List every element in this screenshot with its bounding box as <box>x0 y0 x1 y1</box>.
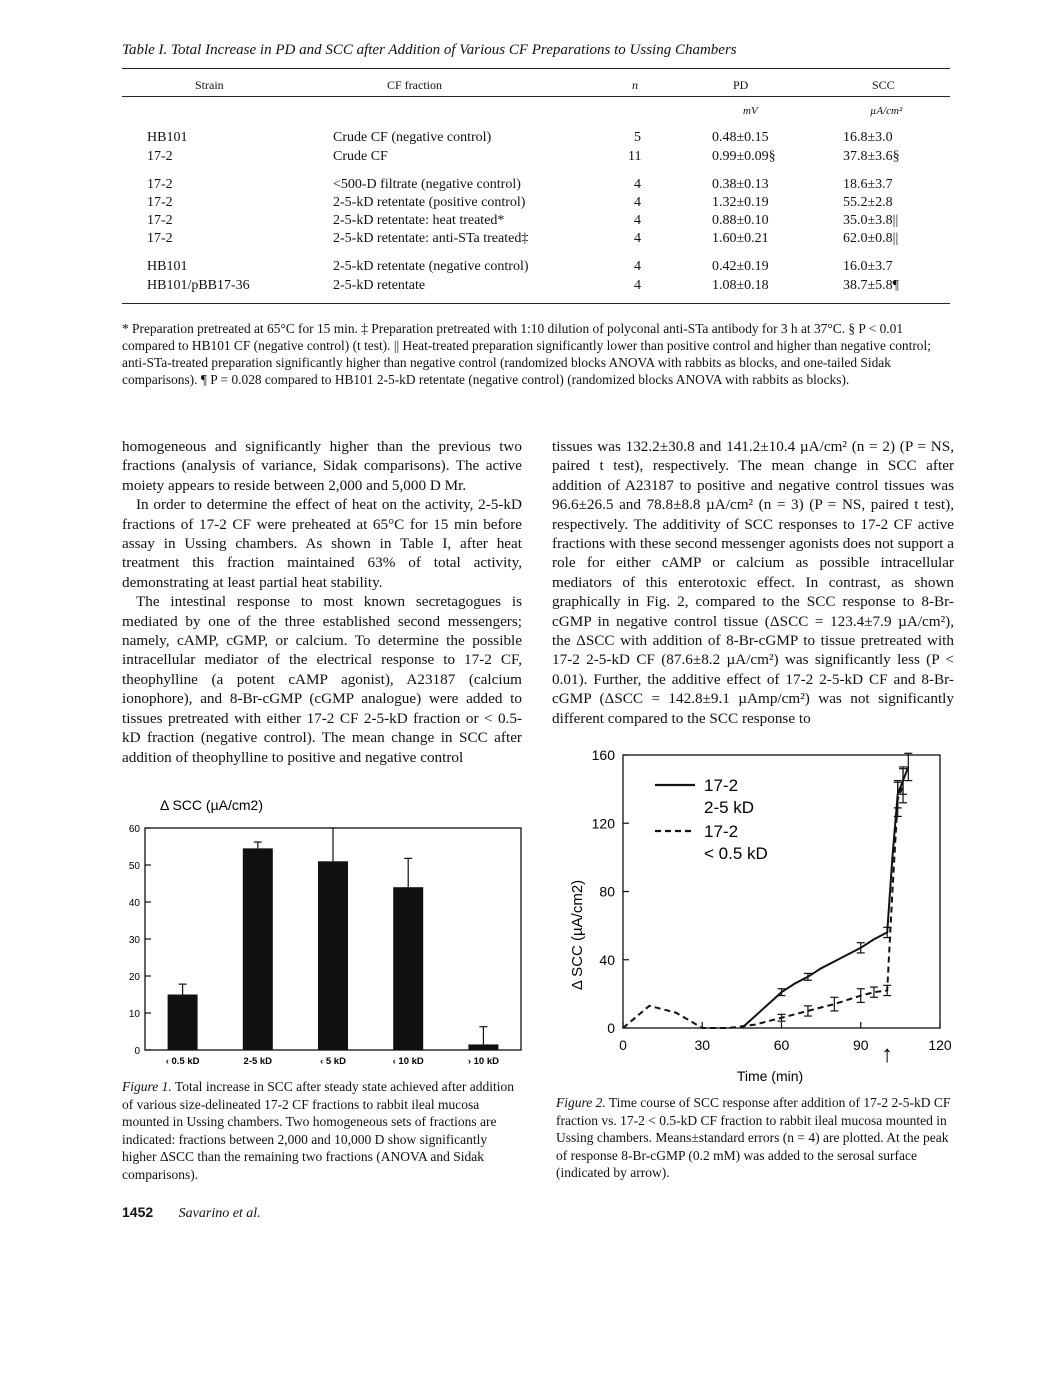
cell-pd: 1.08±0.18 <box>712 278 769 293</box>
table-title: Table I. Total Increase in PD and SCC after Addition of Various CF Preparations to Ussing Chambers <box>122 42 737 58</box>
bar <box>393 887 423 1050</box>
caption-text: Time course of SCC response after addition of 17-2 2-5-kD CF fraction vs. 17-2 < 0.5-kD CF fraction to rabbit ileal mucosa mounted in Ussing chambers. Means±standard errors (n = 4) are plotted. At the peak of response 8-Br-cGMP (0.2 mM) was added to the serosal surface (indicated by arrow). <box>556 1095 951 1180</box>
bar <box>468 1044 498 1050</box>
series-line <box>742 767 908 1028</box>
cell-strain: HB101 <box>147 259 188 274</box>
cell-fraction: Crude CF (negative control) <box>333 130 492 145</box>
x-tick-label: ‹ 10 kD <box>392 1056 424 1067</box>
arrow-up-icon: ↑ <box>881 1041 894 1068</box>
x-tick-label: ‹ 5 kD <box>320 1056 346 1067</box>
table-bottom-rule <box>122 303 950 304</box>
y-tick-label: 50 <box>128 861 140 872</box>
bar <box>318 861 348 1050</box>
cell-pd: 0.38±0.13 <box>712 177 769 192</box>
y-tick-label: 80 <box>599 883 615 900</box>
paragraph: The intestinal response to most known secretagogues is mediated by one of the three established second messengers; namely, cAMP, cGMP, or calcium. To determine the possible intracellular mediator of the electrical response to 17-2 CF, theophylline (a potent cAMP agonist), A23187 (calcium ionophore), and 8-Br-cGMP (cGMP analogue) were added to tissues pretreated with either 17-2 CF 2-5-kD fraction or < 0.5-kD fraction (negative control). The mean change in SCC after addition of theophylline to positive and negative control <box>122 593 522 766</box>
y-tick-label: 10 <box>128 1009 140 1020</box>
caption-label: Figure 2. <box>556 1095 606 1110</box>
page-number: 1452 <box>122 1204 154 1220</box>
cell-scc: 16.0±3.7 <box>843 259 893 274</box>
caption-label: Figure 1. <box>122 1079 172 1094</box>
header-fraction: CF fraction <box>387 78 442 92</box>
legend-label: 17-2 <box>704 776 739 795</box>
cell-scc: 38.7±5.8¶ <box>843 278 900 293</box>
figure2-line-chart <box>548 745 968 1090</box>
cell-scc: 55.2±2.8 <box>843 195 893 210</box>
cell-scc: 18.6±3.7 <box>843 177 893 192</box>
page-footer <box>122 1204 261 1222</box>
table-header-rule <box>122 96 950 97</box>
y-tick-label: 40 <box>599 951 615 968</box>
bar <box>168 995 198 1051</box>
cell-n: 4 <box>634 231 641 246</box>
header-scc: SCC <box>872 78 895 92</box>
table-footnotes <box>122 320 954 388</box>
x-tick-label: 0 <box>619 1037 627 1053</box>
cell-n: 11 <box>628 149 642 164</box>
y-tick-label: 0 <box>607 1020 615 1036</box>
x-tick-label: 60 <box>773 1037 790 1053</box>
cell-fraction: 2-5-kD retentate (negative control) <box>333 259 529 274</box>
cell-pd: 0.48±0.15 <box>712 130 769 145</box>
cell-n: 4 <box>634 195 641 210</box>
footnote-text: * Preparation pretreated at 65°C for 15 min. ‡ Preparation pretreated with 1:10 dilution of polyconal anti-STa antibody for 3 h at 37°C. § P < 0.01 compared to HB101 CF (negative control) (t test). || Heat-treated preparation significantly lower than positive control and higher than negative control; anti-STa-treated preparation significantly higher than negative control (randomized blocks ANOVA with rabbits as blocks, and one-tailed Sidak comparisons). ¶ P = 0.028 compared to HB101 2-5-kD retentate (negative control) (randomized blocks ANOVA with rabbits as blocks). <box>122 321 931 387</box>
cell-n: 5 <box>634 130 641 145</box>
x-axis-label: Time (min) <box>736 1068 804 1084</box>
x-tick-label: 30 <box>694 1037 711 1053</box>
cell-strain: HB101 <box>147 130 188 145</box>
caption-text: Total increase in SCC after steady state achieved after addition of various size-delineated 17-2 CF fractions to rabbit ileal mucosa mounted in Ussing chambers. Two homogeneous sets of fractions are indicated: fractions between 2,000 and 10,000 D show significantly higher ΔSCC than the remaining two fractions (ANOVA and Sidak comparisons). <box>122 1079 514 1182</box>
cell-pd: 0.42±0.19 <box>712 259 769 274</box>
header-pd: PD <box>733 78 749 92</box>
cell-scc: 16.8±3.0 <box>843 130 893 145</box>
cell-fraction: 2-5-kD retentate: anti-STa treated‡ <box>333 231 529 246</box>
cell-strain: 17-2 <box>147 195 173 210</box>
y-axis-label: Δ SCC (µA/cm2) <box>160 797 263 813</box>
x-tick-label: › 10 kD <box>467 1056 499 1067</box>
cell-pd: 0.88±0.10 <box>712 213 769 228</box>
cell-fraction: 2-5-kD retentate (positive control) <box>333 195 526 210</box>
right-column <box>552 437 954 728</box>
units-scc: µA/cm² <box>870 105 903 117</box>
cell-strain: 17-2 <box>147 231 173 246</box>
paragraph: In order to determine the effect of heat on the activity, 2-5-kD fractions of 17-2 CF were preheated at 65°C for 15 min before assay in Ussing chambers. As shown in Table I, after heat treatment this fraction maintained 63% of total activity, demonstrating at least partial heat stability. <box>122 496 522 591</box>
paragraph: tissues was 132.2±30.8 and 141.2±10.4 µA/cm² (n = 2) (P = NS, paired t test), respectively. The mean change in SCC after addition of A23187 to positive and negative control tissues was 96.6±26.5 and 78.8±8.8 µA/cm² (n = 3) (P = NS, paired t test), respectively. The additivity of SCC responses to 17-2 CF active fractions with these second messenger agonists does not support a role for either cAMP or calcium as possible intracellular mediators of this enterotoxic effect. In contrast, as shown graphically in Fig. 2, compared to the SCC response to 8-Br-cGMP in negative control tissue (ΔSCC = 123.4±7.9 µA/cm²), the ΔSCC with addition of 8-Br-cGMP to tissue pretreated with 17-2 2-5-kD CF (87.6±8.2 µA/cm²) was significantly less (P < 0.01). Further, the additive effect of 17-2 2-5-kD CF and 8-Br-cGMP (ΔSCC = 142.8±9.1 µAmp/cm²) was not significantly different compared to the SCC response to <box>552 438 954 727</box>
cell-strain: 17-2 <box>147 149 173 164</box>
x-tick-label: 120 <box>928 1037 952 1053</box>
x-tick-label: 2-5 kD <box>243 1056 273 1067</box>
cell-n: 4 <box>634 278 641 293</box>
cell-fraction: Crude CF <box>333 149 388 164</box>
header-strain: Strain <box>195 78 224 92</box>
cell-pd: 1.60±0.21 <box>712 231 769 246</box>
y-tick-label: 40 <box>128 898 140 909</box>
y-tick-label: 20 <box>128 972 140 983</box>
y-tick-label: 60 <box>128 824 140 835</box>
bar <box>243 848 273 1050</box>
x-tick-label: 90 <box>852 1037 869 1053</box>
y-tick-label: 30 <box>128 935 140 946</box>
cell-fraction: 2-5-kD retentate: heat treated* <box>333 213 505 228</box>
cell-fraction: <500-D filtrate (negative control) <box>333 177 521 192</box>
cell-pd: 0.99±0.09§ <box>712 149 776 164</box>
legend-label: 2-5 kD <box>704 798 755 817</box>
cell-n: 4 <box>634 177 641 192</box>
units-pd: mV <box>743 105 758 117</box>
cell-fraction: 2-5-kD retentate <box>333 278 426 293</box>
running-authors: Savarino et al. <box>178 1206 261 1221</box>
table-top-rule <box>122 68 950 69</box>
legend-label: < 0.5 kD <box>704 844 768 863</box>
x-tick-label: ‹ 0.5 kD <box>165 1056 200 1067</box>
cell-strain: 17-2 <box>147 177 173 192</box>
left-column <box>122 437 522 767</box>
cell-scc: 62.0±0.8|| <box>843 231 899 246</box>
y-axis-label: Δ SCC (µA/cm2) <box>569 879 586 991</box>
legend-label: 17-2 <box>704 822 739 841</box>
cell-scc: 35.0±3.8|| <box>843 213 899 228</box>
figure1-caption <box>122 1078 522 1183</box>
paragraph: homogeneous and significantly higher than the previous two fractions (analysis of variance, Sidak comparisons). The active moiety appears to reside between 2,000 and 5,000 D Mr. <box>122 438 522 494</box>
y-tick-label: 120 <box>591 815 615 832</box>
figure2-caption <box>556 1094 956 1182</box>
cell-strain: HB101/pBB17-36 <box>147 278 250 293</box>
cell-n: 4 <box>634 213 641 228</box>
cell-pd: 1.32±0.19 <box>712 195 769 210</box>
figure1-bar-chart <box>112 790 532 1070</box>
header-n: n <box>632 78 638 92</box>
y-tick-label: 0 <box>134 1046 140 1057</box>
y-tick-label: 160 <box>591 747 615 763</box>
cell-n: 4 <box>634 259 641 274</box>
cell-strain: 17-2 <box>147 213 173 228</box>
cell-scc: 37.8±3.6§ <box>843 149 900 164</box>
